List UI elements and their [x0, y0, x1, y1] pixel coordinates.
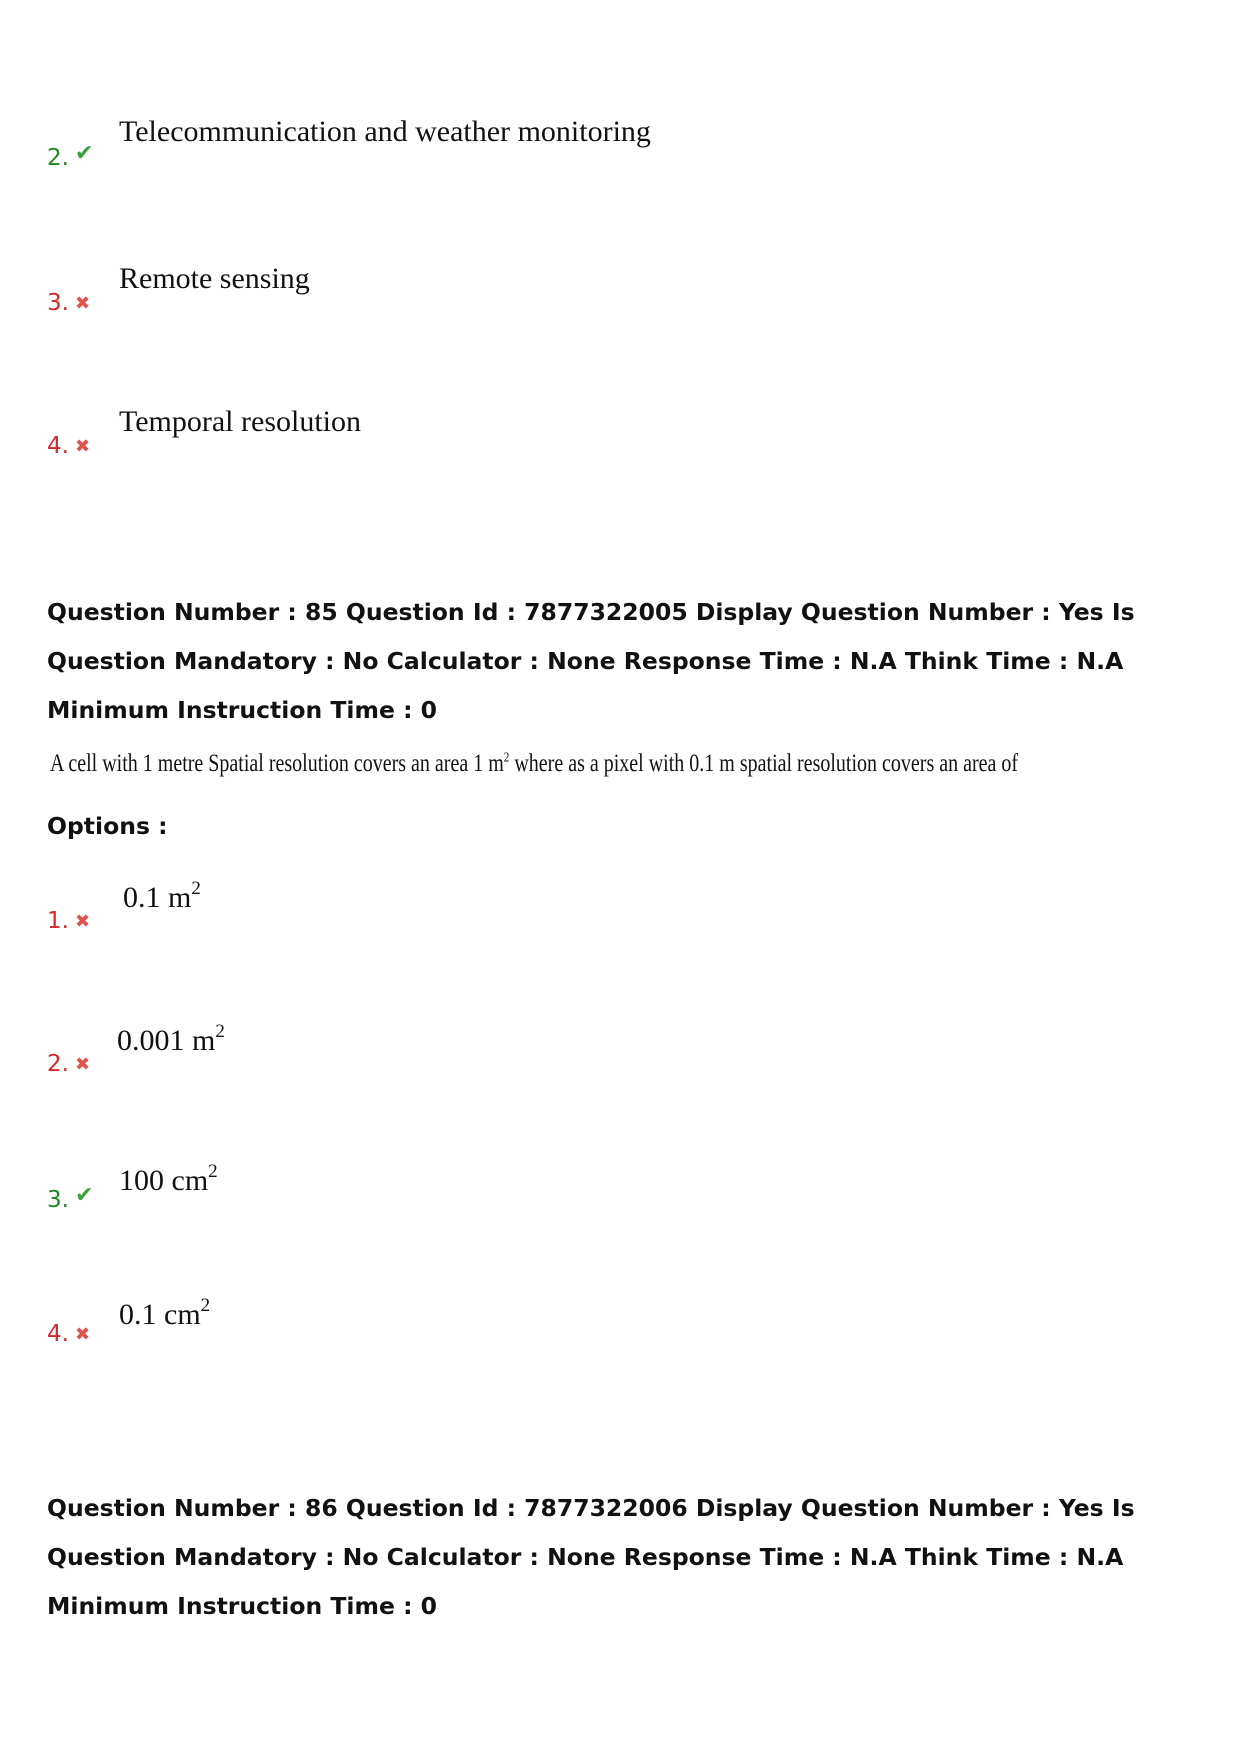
option-value: 0.001 m: [117, 1024, 216, 1057]
option-number: 3.: [47, 1187, 69, 1213]
option-value: 0.1 m: [123, 881, 192, 914]
cross-icon: ✖: [75, 1054, 91, 1075]
q85-option-2: [47, 1023, 1147, 1083]
option-text: Temporal resolution: [119, 405, 362, 438]
option-text: [123, 880, 201, 915]
q85-option-4: [47, 1297, 1147, 1357]
question-text-part-b: where as a pixel with 0.1 m spatial resolution covers an area of: [509, 750, 1019, 777]
cross-icon: ✖: [75, 911, 91, 932]
option-number: 2.: [47, 1051, 69, 1077]
options-label: Options :: [47, 812, 168, 840]
option-number: 2.: [47, 145, 69, 171]
cross-icon: ✖: [75, 293, 91, 314]
question-85-meta: Question Number : 85 Question Id : 7877322005 Display Question Number : Yes Is Question Mandatory : No Calculator : None Response Time : N.A Think Time : N.A Minimum Instruction Time : 0: [47, 598, 1135, 724]
cross-icon: ✖: [75, 1324, 91, 1345]
option-text: [119, 1163, 218, 1198]
check-icon: ✔: [75, 1183, 94, 1208]
option-text: Telecommunication and weather monitoring: [119, 115, 651, 148]
prev-option-3: [47, 262, 1147, 322]
option-text: Remote sensing: [119, 262, 310, 295]
option-number: 3.: [47, 290, 69, 316]
option-text: [119, 1297, 210, 1332]
question-85-text: [50, 750, 1018, 778]
option-text: [117, 1023, 225, 1058]
question-86-meta: Question Number : 86 Question Id : 7877322006 Display Question Number : Yes Is Question Mandatory : No Calculator : None Response Time : N.A Think Time : N.A Minimum Instruction Time : 0: [47, 1494, 1135, 1620]
question-text-superscript: 2: [503, 750, 510, 766]
prev-option-4: [47, 405, 1147, 465]
question-text-part-a: A cell with 1 metre Spatial resolution covers an area 1 m: [50, 750, 504, 777]
check-icon: ✔: [75, 141, 94, 166]
cross-icon: ✖: [75, 436, 91, 457]
option-value: 100 cm: [119, 1164, 209, 1197]
q85-option-1: [47, 880, 1147, 940]
option-value: 0.1 cm: [119, 1298, 201, 1331]
option-superscript: 2: [215, 1021, 225, 1042]
option-number: 4.: [47, 1321, 69, 1347]
prev-option-2: [47, 115, 1147, 175]
q85-option-3: [47, 1163, 1147, 1223]
option-superscript: 2: [200, 1295, 211, 1316]
option-superscript: 2: [208, 1161, 218, 1182]
option-superscript: 2: [191, 878, 201, 899]
option-number: 1.: [47, 908, 69, 934]
option-number: 4.: [47, 433, 69, 459]
